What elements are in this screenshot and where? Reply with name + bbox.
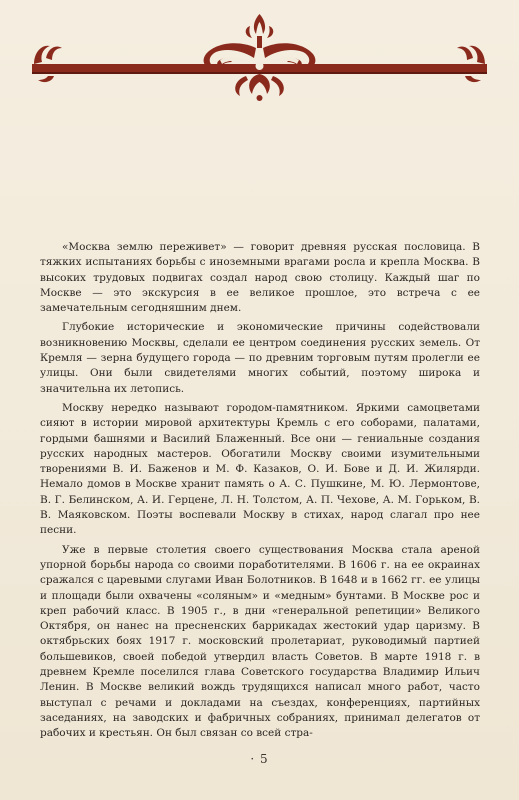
paragraph-1: «Москва землю переживет» — говорит древняя русская пословица. В тяжких испытаниях борьбы с иноземными врагами росла и крепла Москва. В высоких трудовых подвигах создал народ свою столицу. Каждый шаг по Москве — это экскурсия в ее великое прошлое, это встреча с ее замечательным сегодняшним днем. [40, 241, 480, 315]
central-scroll-icon [204, 14, 316, 101]
right-flourish-icon [457, 46, 485, 82]
left-flourish-icon [34, 46, 62, 82]
body-text [40, 240, 480, 746]
page-number-value: 5 [260, 752, 269, 766]
ornament-band-shadow [32, 72, 487, 74]
paragraph-2: Глубокие исторические и экономические причины содействовали возникновению Москвы, сделали ее центром соединения русских земель. От Кремля — зерна будущего города — по древним торговым путям пролегли ее улицы. Они были свидетелями многих событий, поэтому широка и значительна их летопись. [40, 321, 480, 395]
paragraph-4: Уже в первые столетия своего существования Москва стала ареной упорной борьбы народа со своими поработителями. В 1606 г. на ее окраинах сражался с царевыми слугами Иван Болотников. В 1648 и в 1662 гг. ее улицы и площади были охвачены «соляным» и «медным» бунтами. В Москве рос и креп рабочий класс. В 1905 г., в дни «генеральной репетиции» Великого Октября, он нанес на пресненских баррикадах жестокий удар царизму. В октябрьских боях 1917 г. московский пролетариат, руководимый партией большевиков, своей победой утвердил власть Советов. В марте 1918 г. в древнем Кремле поселился глава Советского государства Владимир Ильич Ленин. В Москве великий вождь трудящихся написал много работ, часто выступал с речами и докладами на съездах, конференциях, партийных заседаниях, на заводских и фабричных собраниях, принимал делегатов от рабочих и крестьян. Он был связан со всей стра- [40, 543, 480, 740]
page-number [0, 752, 519, 766]
paragraph-3: Москву нередко называют городом-памятником. Яркими самоцветами сияют в истории мировой архитектуры Кремль с его соборами, палатами, гордыми башнями и Василий Блаженный. Все они — гениальные создания русских народных мастеров. Обогатили Москву своими изумительными творениями В. И. Баженов и М. Ф. Казаков, О. И. Бове и Д. И. Жилярди. Немало домов в Москве хранит память о А. С. Пушкине, М. Ю. Лермонтове, В. Г. Белинском, А. И. Герцене, Л. Н. Толстом, А. П. Чехове, А. М. Горьком, В. В. Маяковском. Поэты воспевали Москву в стихах, народ слагал про нее песни. [40, 401, 480, 537]
header-ornament [0, 0, 519, 110]
page-number-dash: · [250, 752, 260, 766]
